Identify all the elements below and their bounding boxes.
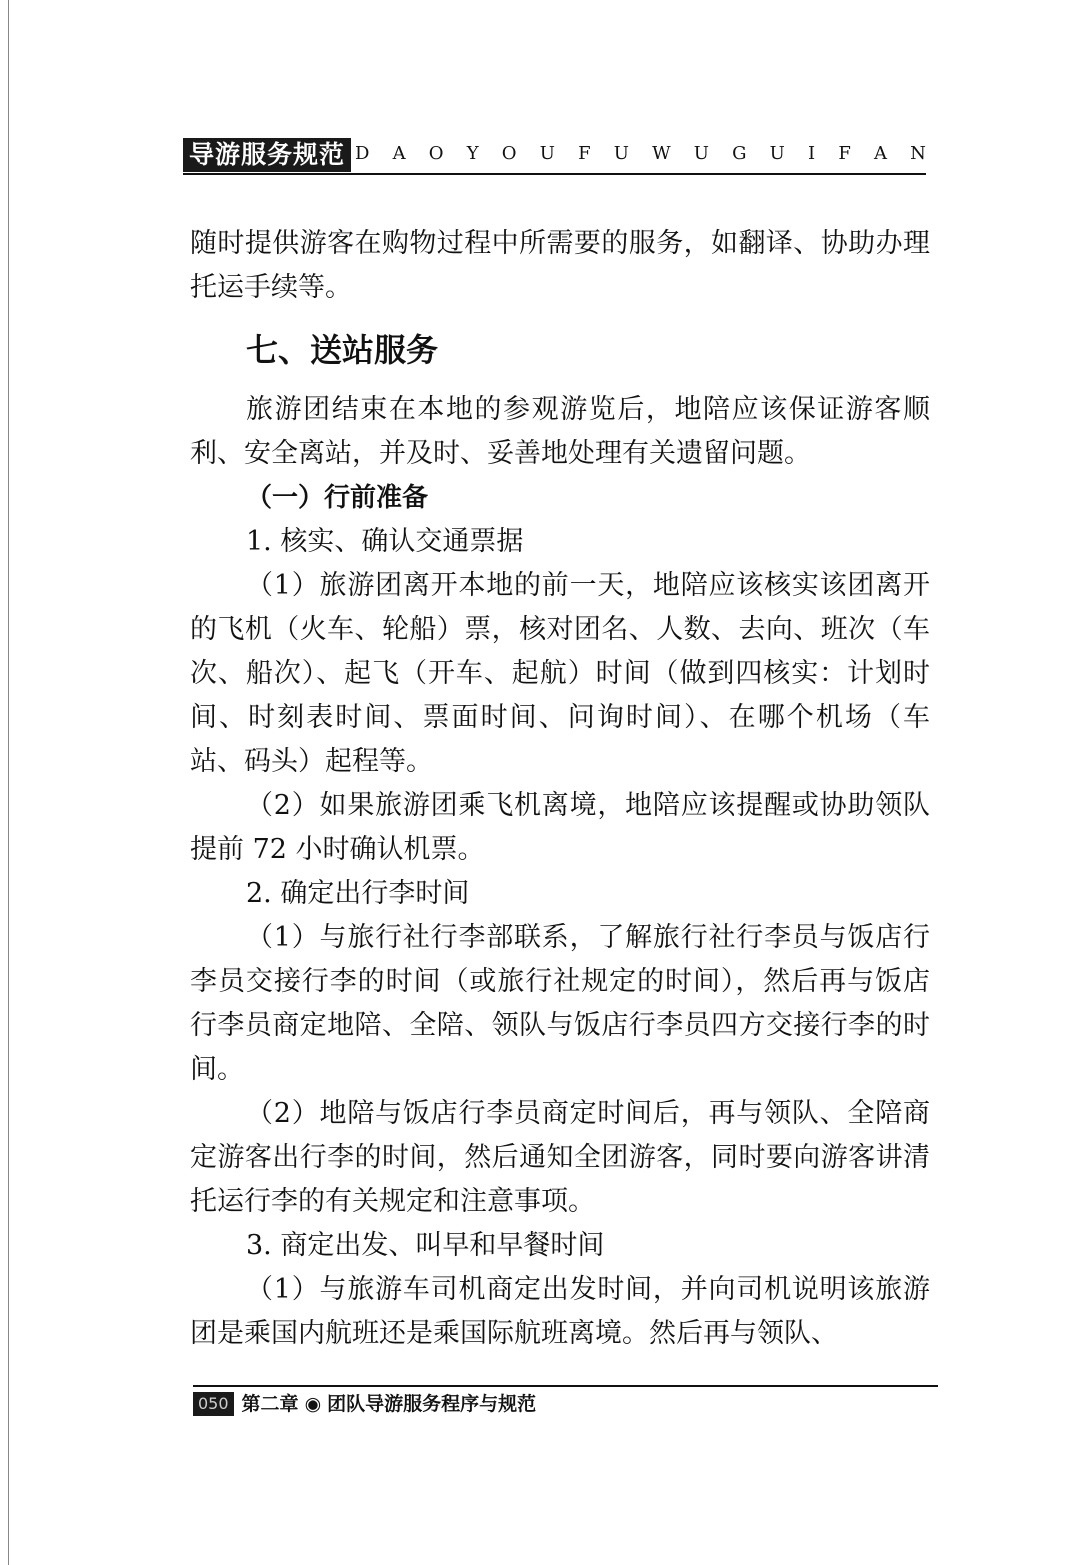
header-letter: D	[355, 143, 370, 164]
header-letter: G	[732, 143, 747, 164]
header-letter: A	[873, 143, 887, 164]
page-number: 050	[193, 1392, 234, 1416]
header-rule	[183, 173, 926, 175]
paragraph: （1）与旅行社行李部联系，了解旅行社行李员与饭店行李员交接行李的时间（或旅行社规定的时间），然后再与饭店行李员商定地陪、全陪、领队与饭店行李员四方交接行李的时间。	[190, 922, 930, 1085]
item-title: 2. 确定出行李时间	[246, 878, 470, 909]
paragraph: （1）旅游团离开本地的前一天，地陪应该核实该团离开的飞机（火车、轮船）票，核对团名、人数、去向、班次（车次、船次）、起飞（开车、起航）时间（做到四核实：计划时间、时刻表时间、票面时间、问询时间）、在哪个机场（车站、码头）起程等。	[190, 570, 930, 777]
header-letter: A	[392, 143, 406, 164]
header-latin-letters	[355, 142, 926, 166]
header-letter: U	[693, 143, 709, 164]
header-letter: O	[501, 143, 517, 164]
subsection-title: （一）行前准备	[246, 483, 429, 513]
running-footer	[193, 1392, 536, 1416]
header-letter: N	[910, 143, 926, 164]
footer-separator-icon: ◉	[304, 1393, 322, 1415]
header-letter: U	[539, 143, 555, 164]
header-letter: F	[838, 143, 851, 164]
header-title: 导游服务规范	[183, 138, 351, 172]
header-letter: Y	[466, 143, 479, 164]
paragraph: 旅游团结束在本地的参观游览后，地陪应该保证游客顺利、安全离站，并及时、妥善地处理有关遗留问题。	[190, 394, 930, 469]
paragraph: （2）地陪与饭店行李员商定时间后，再与领队、全陪商定游客出行李的时间，然后通知全团游客，同时要向游客讲清托运行李的有关规定和注意事项。	[190, 1098, 930, 1217]
item-title: 3. 商定出发、叫早和早餐时间	[246, 1230, 605, 1261]
section-title: 七、送站服务	[246, 331, 439, 369]
paragraph: 随时提供游客在购物过程中所需要的服务，如翻译、协助办理托运手续等。	[190, 228, 930, 303]
header-letter: W	[652, 143, 671, 164]
page-edge-line	[8, 0, 9, 1565]
page-body	[190, 222, 930, 1356]
footer-chapter-title: 团队导游服务程序与规范	[327, 1393, 537, 1415]
paragraph: （1）与旅游车司机商定出发时间，并向司机说明该旅游团是乘国内航班还是乘国际航班离境。然后再与领队、	[190, 1274, 930, 1349]
header-letter: O	[428, 143, 444, 164]
header-letter: F	[578, 143, 591, 164]
paragraph: （2）如果旅游团乘飞机离境，地陪应该提醒或协助领队提前 72 小时确认机票。	[190, 790, 930, 865]
item-title: 1. 核实、确认交通票据	[246, 526, 524, 557]
header-letter: I	[808, 143, 816, 164]
footer-rule	[193, 1385, 938, 1387]
header-letter: U	[769, 143, 785, 164]
header-letter: U	[613, 143, 629, 164]
footer-chapter: 第二章	[241, 1393, 299, 1415]
running-header	[183, 138, 926, 176]
